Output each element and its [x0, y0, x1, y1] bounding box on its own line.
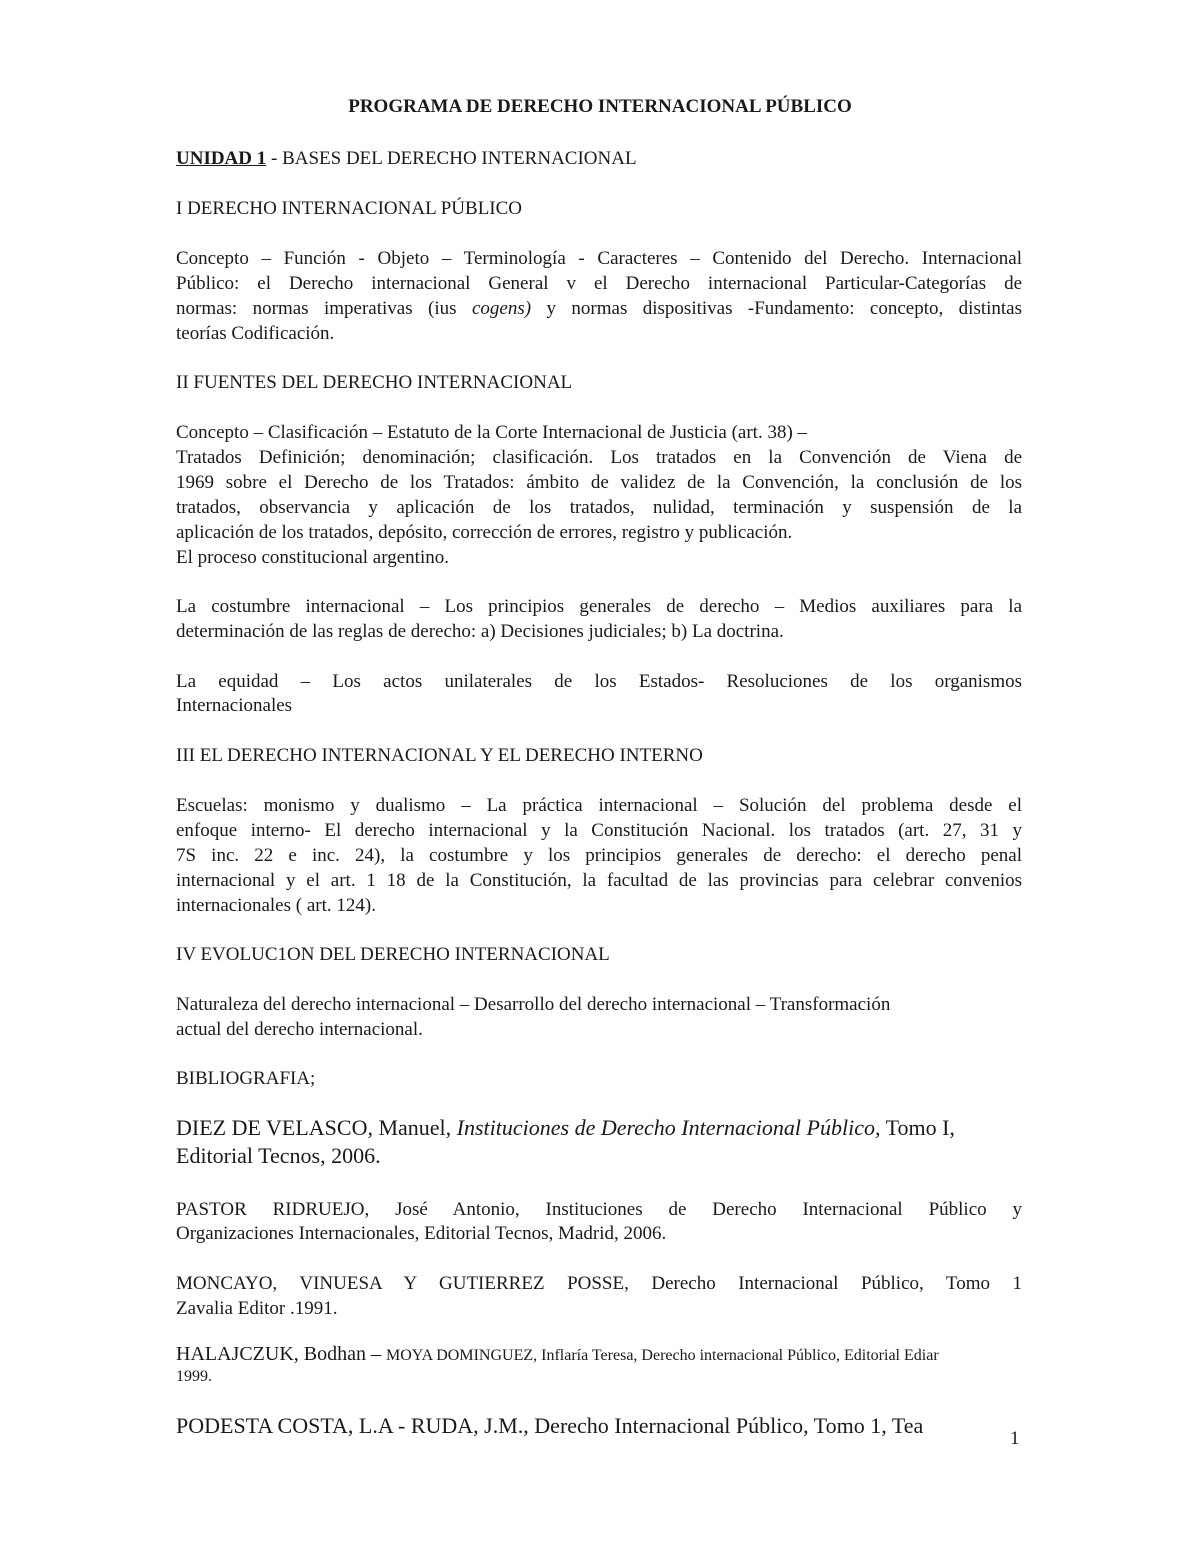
- section-4-line: actual del derecho internacional.: [176, 1019, 423, 1040]
- text-run: HALAJCZUK, Bodhan –: [176, 1343, 386, 1365]
- unit-label: UNIDAD 1: [176, 148, 267, 169]
- section-2-line: Tratados Definición; denominación; clasificación. Los tratados en la Convención de Viena de: [176, 447, 1022, 468]
- unit-title: - BASES DEL DERECHO INTERNACIONAL: [266, 148, 637, 169]
- text-run: MOYA DOMINGUEZ, Inflaría Teresa, Derecho internacional Público, Editorial Ediar: [386, 1347, 939, 1364]
- section-1-line: Público: el Derecho internacional General v el Derecho internacional Particular-Categorías de: [176, 273, 1022, 294]
- section-2-line: Concepto – Clasificación – Estatuto de la Corte Internacional de Justicia (art. 38) –: [176, 422, 808, 443]
- section-2-line: La costumbre internacional – Los principios generales de derecho – Medios auxiliares para la: [176, 596, 1022, 617]
- section-2-line: 1969 sobre el Derecho de los Tratados: ámbito de validez de la Convención, la conclusión de los: [176, 472, 1022, 493]
- text-run: DIEZ DE VELASCO, Manuel,: [176, 1115, 457, 1140]
- unit-heading: [176, 146, 1022, 171]
- section-1-heading: I DERECHO INTERNACIONAL PÚBLICO: [176, 198, 523, 219]
- bibliography-entry: Zavalia Editor .1991.: [176, 1298, 338, 1319]
- section-4-line: Naturaleza del derecho internacional – Desarrollo del derecho internacional – Transformación: [176, 994, 891, 1015]
- section-3-line: 7S inc. 22 e inc. 24), la costumbre y los principios generales de derecho: el derecho penal: [176, 845, 1022, 866]
- section-3-heading: III EL DERECHO INTERNACIONAL Y EL DERECHO INTERNO: [176, 745, 703, 766]
- section-2-line: tratados, observancia y aplicación de los tratados, nulidad, terminación y suspensión de la: [176, 497, 1022, 518]
- text-run: normas: normas imperativas (ius: [176, 298, 472, 319]
- italic-text-run: Instituciones de Derecho Internacional Público,: [456, 1115, 881, 1140]
- bibliography-entry: Organizaciones Internacionales, Editorial Tecnos, Madrid, 2006.: [176, 1223, 667, 1244]
- text-run: y normas dispositivas -Fundamento: concepto, distintas: [531, 298, 1022, 319]
- document-title: PROGRAMA DE DERECHO INTERNACIONAL PÚBLICO: [348, 96, 852, 117]
- section-2-line: aplicación de los tratados, depósito, corrección de errores, registro y publicación.: [176, 522, 793, 543]
- section-3-line: Escuelas: monismo y dualismo – La práctica internacional – Solución del problema desde el: [176, 795, 1022, 816]
- bibliography-entry: PODESTA COSTA, L.A - RUDA, J.M., Derecho Internacional Público, Tomo 1, Tea: [176, 1413, 924, 1438]
- section-4-heading: IV EVOLUC1ON DEL DERECHO INTERNACIONAL: [176, 944, 610, 965]
- page-number: 1: [1010, 1428, 1020, 1449]
- section-1-line: [176, 296, 1022, 321]
- section-2-heading: II FUENTES DEL DERECHO INTERNACIONAL: [176, 372, 573, 393]
- section-1-line: Concepto – Función - Objeto – Terminología - Caracteres – Contenido del Derecho. Internacional: [176, 248, 1022, 269]
- section-3-line: internacionales ( art. 124).: [176, 895, 376, 916]
- bibliography-entry: [176, 1114, 1022, 1142]
- section-2-line: La equidad – Los actos unilaterales de los Estados- Resoluciones de los organismos: [176, 671, 1022, 692]
- text-run: Tomo I,: [880, 1115, 955, 1140]
- section-2-line: El proceso constitucional argentino.: [176, 547, 449, 568]
- section-2-line: determinación de las reglas de derecho: a) Decisiones judiciales; b) La doctrina.: [176, 621, 784, 642]
- section-2-line: Internacionales: [176, 695, 293, 716]
- italic-text-run: cogens): [471, 298, 532, 319]
- bibliography-entry: Editorial Tecnos, 2006.: [176, 1143, 381, 1168]
- bibliography-entry: MONCAYO, VINUESA Y GUTIERREZ POSSE, Derecho Internacional Público, Tomo 1: [176, 1273, 1022, 1294]
- bibliography-entry: 1999.: [176, 1368, 212, 1385]
- bibliography-heading: BIBLIOGRAFIA;: [176, 1068, 316, 1089]
- section-3-line: internacional y el art. 1 18 de la Constitución, la facultad de las provincias para celebrar convenios: [176, 870, 1022, 891]
- bibliography-entry: PASTOR RIDRUEJO, José Antonio, Instituciones de Derecho Internacional Público y: [176, 1199, 1022, 1220]
- section-1-line: teorías Codificación.: [176, 323, 335, 344]
- section-3-line: enfoque interno- El derecho internacional y la Constitución Nacional. los tratados (art. 27, 31 y: [176, 820, 1022, 841]
